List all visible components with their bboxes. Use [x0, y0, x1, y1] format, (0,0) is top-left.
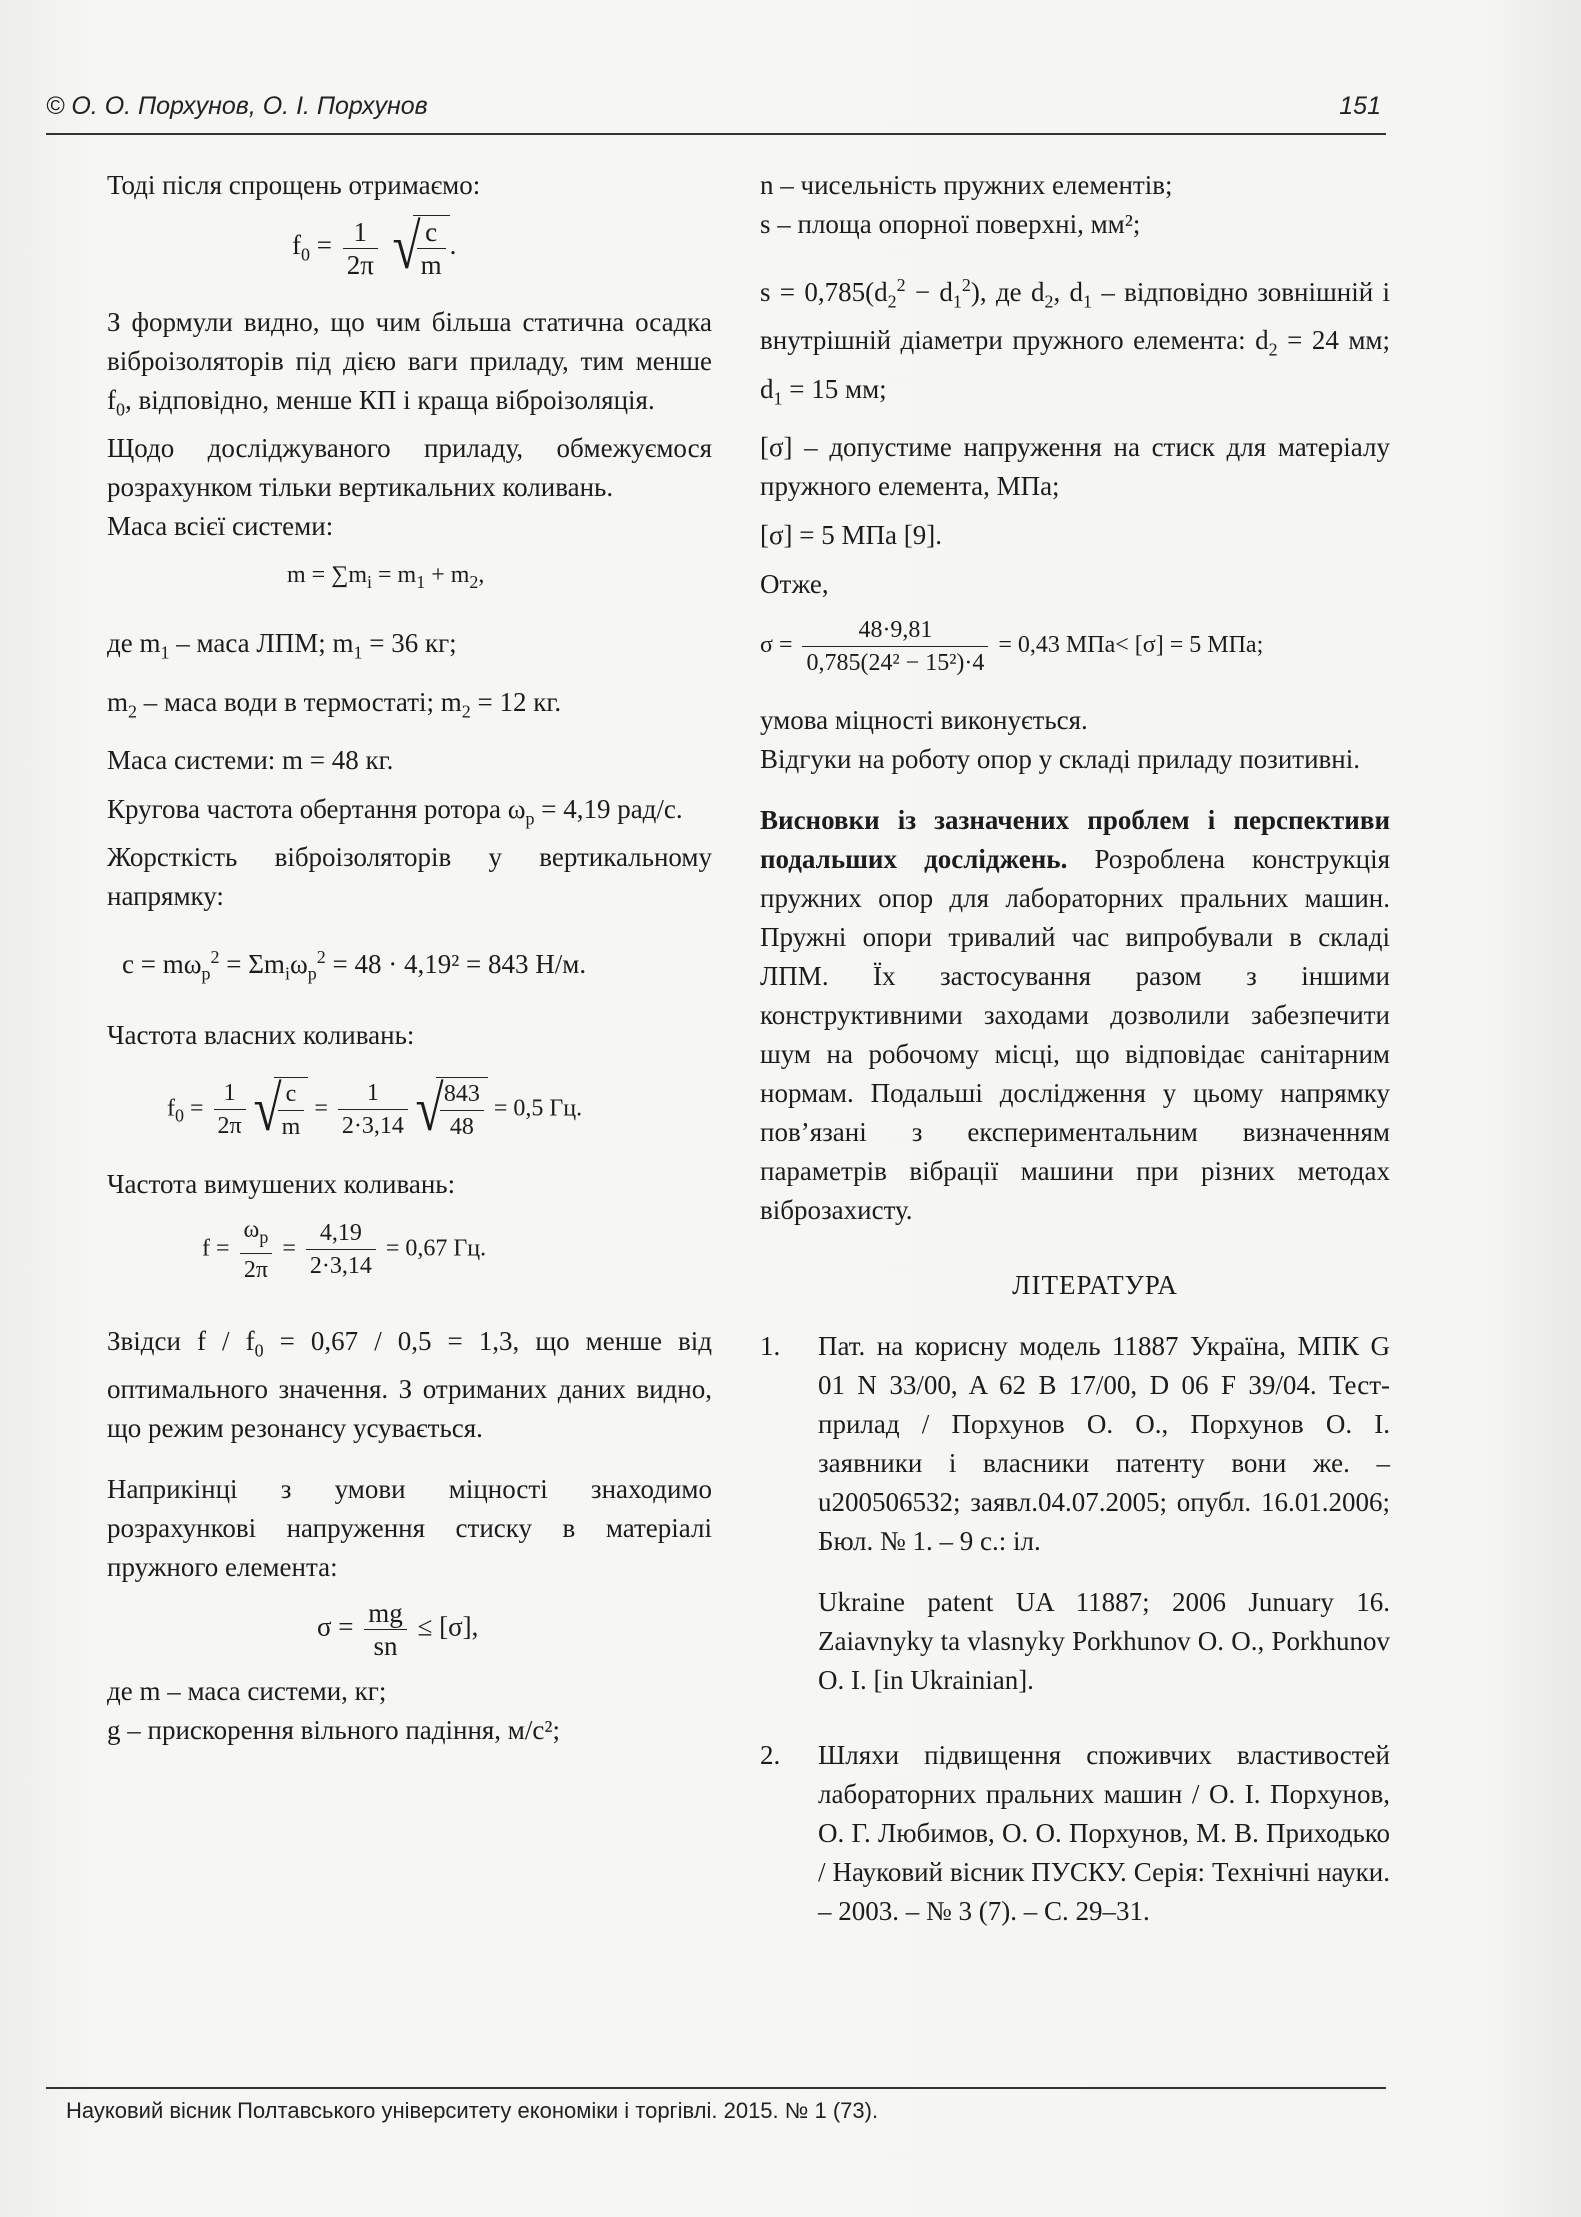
fraction-denominator: m: [420, 250, 442, 280]
text: – маса води в термостаті; m: [137, 686, 462, 717]
fraction-denominator: 2π: [217, 1113, 242, 1140]
formula-sub: i: [366, 572, 372, 593]
paragraph: Частота власних коливань:: [107, 1019, 415, 1050]
formula-text: f: [167, 1095, 175, 1122]
fraction-numerator: 4,19: [306, 1217, 376, 1250]
text-sub: 0: [254, 1339, 264, 1360]
right-column: [760, 166, 1390, 1931]
running-header: [46, 92, 1381, 132]
fraction: [214, 1077, 246, 1142]
formula-sup: 2: [210, 947, 220, 968]
formula-sub: р: [307, 963, 317, 984]
reference-text: Шляхи підвищення споживчих властивостей лабораторних пральних машин / О. І. Порхунов, О. Г. Любимов, О. О. Порхунов, М. В. Приходько / Науковий вісник ПУСКУ. Серія: Технічні науки. – 2003. – № 3 (7). – С. 29–31.: [818, 1740, 1390, 1927]
radical-sign: √: [253, 1072, 282, 1144]
text-sub: 1: [353, 642, 363, 663]
fraction-denominator: m: [281, 1113, 301, 1140]
text-sub: 2: [1044, 291, 1054, 312]
paragraph: Наприкінці з умови міцності знаходимо розрахункові напруження стиску в матеріалі пружного елемента:: [107, 1473, 712, 1582]
text-sub: р: [525, 808, 535, 829]
paragraph: [107, 624, 712, 672]
reference-item: [760, 1736, 1390, 1931]
formula-text: = 0,67 Гц.: [385, 1235, 487, 1262]
formula-natural-frequency: [107, 1072, 712, 1144]
reference-translation: Ukraine patent UA 11887; 2006 Junuary 16. Zaiavnyky ta vlasnyky Porkhunov O. O., Porkhunov O. I. [in Ukrainian].: [818, 1587, 1390, 1696]
text: Звідси f / f: [107, 1325, 255, 1356]
reference-text: Пат. на корисну модель 11887 Україна, МПК G 01 N 33/00, A 62 B 17/00, D 06 F 39/04. Тест-прилад / Порхунов О. О., Порхунов О. І. заявники і власники патенту вони же. – u200506532; заявл.04.07.2005; опубл. 16.01.2006; Бюл. № 1. – 9 с.: іл.: [818, 1331, 1390, 1557]
footer-rule: [46, 2087, 1386, 2089]
formula-text: ω: [243, 1216, 260, 1243]
radical-sign: √: [392, 211, 421, 282]
text-sub: 2: [1268, 339, 1278, 360]
formula-text: + m: [425, 562, 470, 589]
formula-text: m = ∑m: [287, 562, 367, 589]
fraction: [802, 614, 988, 679]
text: , відповідно, менше КП і краща віброізоляція.: [125, 385, 655, 415]
text-sup: 2: [896, 275, 906, 295]
formula-text: =: [310, 230, 332, 261]
text-sub: 2: [887, 291, 897, 312]
text-sub: 2: [461, 700, 471, 721]
text: = 24 мм; d: [760, 325, 1390, 404]
paragraph: [107, 303, 712, 429]
fraction-denominator: 0,785(24² − 15²)·4: [806, 650, 985, 677]
page-number: 151: [1339, 92, 1381, 120]
header-authors: © О. О. Порхунов, О. І. Порхунов: [46, 92, 428, 120]
formula-f0: [107, 211, 712, 282]
square-root: [389, 211, 450, 282]
paragraph: s – площа опорної поверхні, мм²;: [760, 209, 1141, 239]
formula-text: ω: [289, 949, 308, 980]
formula-text: .: [449, 230, 457, 261]
formula-sub: 0: [301, 244, 310, 265]
left-column: [107, 166, 712, 1750]
text: = 15 мм;: [782, 373, 887, 404]
fraction-numerator: 1: [343, 216, 378, 249]
radical-sign: √: [415, 1072, 444, 1144]
formula-sigma: [760, 614, 1390, 679]
text: s = 0,785(d: [760, 277, 888, 307]
journal-footer: Науковий вісник Полтавського університету економіки і торгівлі. 2015. № 1 (73).: [66, 2098, 879, 2123]
formula-text: =: [184, 1095, 204, 1122]
reference-number: 1.: [760, 1331, 781, 1362]
formula-sub: р: [201, 963, 211, 984]
formula-sup: 2: [316, 947, 326, 968]
formula-sub: 0: [175, 1105, 184, 1126]
formula-forced-frequency: [107, 1214, 712, 1286]
paragraph: Щодо досліджуваного приладу, обмежуємося розрахунком тільки вертикальних коливань.: [107, 433, 712, 503]
fraction-numerator: c: [417, 216, 446, 249]
paragraph: g – прискорення вільного падіння, м/с²;: [107, 1714, 560, 1745]
text: , d: [1053, 277, 1084, 307]
fraction: [278, 1078, 305, 1143]
fraction-numerator: mg: [364, 1597, 407, 1630]
text-sub: 2: [128, 700, 138, 721]
paragraph: Відгуки на роботу опор у складі приладу позитивні.: [760, 744, 1360, 775]
fraction: [417, 216, 446, 281]
paragraph: Частота вимушених коливань:: [107, 1168, 456, 1199]
formula-text: = Σm: [219, 949, 285, 980]
formula-sub: 1: [416, 572, 426, 593]
fraction-denominator: 2π: [243, 1256, 268, 1283]
formula-sub: 2: [469, 572, 479, 593]
paragraph: Тоді після спрощень отримаємо:: [107, 170, 481, 200]
paragraph: [107, 1322, 712, 1448]
text-sup: 2: [961, 275, 971, 295]
text: Кругова частота обертання ротора ω: [107, 793, 526, 824]
paragraph: де m – маса системи, кг;: [107, 1675, 387, 1706]
text: m: [107, 686, 129, 717]
text-sub: 1: [773, 388, 783, 409]
formula-text: =: [314, 1095, 328, 1122]
references-heading: ЛІТЕРАТУРА: [1012, 1270, 1178, 1301]
formula-text: = 0,5 Гц.: [493, 1095, 583, 1122]
text: Розроблена конструкція пружних опор для лабораторних пральних машин. Пружні опори тривалий час випробували в складі ЛПМ. Їх застосування разом з іншими конструктивними заходами дозволили забезпечити шум на робочому місці, що відповідає санітарним нормам. Подальші дослідження у цьому напрямку пов’язані з експериментальним визначенням параметрів вібрації машини при різних методах віброзахисту.: [760, 844, 1390, 1226]
text: − d: [905, 277, 953, 307]
text: З формули видно, що чим більша статична осадка віброізоляторів під дією ваги приладу, тим менше f: [107, 307, 712, 415]
text-sub: 1: [160, 642, 170, 663]
fraction-denominator: 2·3,14: [341, 1113, 404, 1140]
text-sub: 1: [952, 291, 962, 312]
formula-text: σ =: [760, 632, 793, 659]
paragraph: Маса системи: m = 48 кг.: [107, 744, 394, 775]
fraction-denominator: 48: [449, 1113, 474, 1140]
formula-mass: [107, 556, 712, 602]
text: = 36 кг;: [362, 628, 457, 659]
text: – маса ЛПМ; m: [169, 628, 354, 659]
reference-item: [760, 1327, 1390, 1700]
fraction-denominator: 2·3,14: [309, 1253, 372, 1280]
formula-sub: і: [284, 963, 290, 984]
formula-text: = m: [372, 562, 417, 589]
fraction-denominator: sn: [373, 1630, 398, 1661]
formula-text: ≤ [σ],: [417, 1611, 479, 1642]
formula-text: f =: [202, 1235, 230, 1262]
text: – відповідно зовнішній і внутрішній діаметри пружного елемента: d: [760, 277, 1390, 356]
formula-stiffness: [107, 938, 712, 993]
paragraph: [σ] – допустиме напруження на стиск для матеріалу пружного елемента, МПа;: [760, 432, 1390, 502]
fraction-numerator: c: [278, 1078, 305, 1111]
fraction: [343, 216, 378, 281]
paragraph: Отже,: [760, 569, 829, 600]
text: = 4,19 рад/с.: [534, 793, 683, 824]
formula-stress: [107, 1597, 712, 1662]
formula-text: =: [282, 1235, 296, 1262]
formula-text: = 48 · 4,19² = 843 Н/м.: [325, 949, 587, 980]
paragraph: [760, 801, 1390, 1230]
fraction-numerator: 1: [214, 1077, 246, 1110]
paragraph: [760, 266, 1390, 418]
fraction: [440, 1078, 484, 1143]
fraction: [306, 1217, 376, 1282]
paragraph: Маса всієї системи:: [107, 511, 334, 542]
reference-number: 2.: [760, 1740, 781, 1771]
text-sub: 0: [116, 399, 125, 420]
formula-text: σ =: [317, 1611, 354, 1642]
square-root: [250, 1072, 309, 1144]
text-sub: 1: [1083, 291, 1093, 312]
paragraph: n – чисельність пружних елементів;: [760, 170, 1173, 200]
section-heading: Висновки із зазначених проблем і перспективи подальших досліджень.: [760, 805, 1390, 875]
text: ), де d: [970, 277, 1045, 307]
fraction: [338, 1077, 408, 1142]
fraction-numerator: 1: [338, 1077, 408, 1110]
formula-text: c = mω: [122, 949, 202, 980]
fraction-numerator: 48·9,81: [802, 614, 988, 647]
fraction: [240, 1214, 273, 1286]
formula-text: f: [292, 230, 301, 261]
paragraph: умова міцності виконується.: [760, 705, 1088, 736]
text: де m: [107, 628, 161, 659]
text: = 12 кг.: [470, 686, 562, 717]
formula-text: = 0,43 МПа< [σ] = 5 МПа;: [998, 632, 1264, 659]
fraction: [364, 1597, 407, 1662]
fraction-numerator: [240, 1214, 273, 1254]
paragraph: [107, 790, 712, 838]
paragraph: [107, 683, 712, 731]
paragraph: Жорсткість віброізоляторів у вертикальному напрямку:: [107, 842, 712, 912]
header-rule: [46, 133, 1386, 135]
text: = 0,67 / 0,5 = 1,3, що менше від оптимального значення. З отриманих даних видно, що режим резонансу усувається.: [107, 1325, 713, 1443]
paragraph: [σ] = 5 МПа [9].: [760, 520, 942, 551]
formula-sub: р: [259, 1226, 269, 1247]
square-root: [412, 1072, 488, 1144]
formula-text: ,: [478, 562, 485, 589]
fraction-denominator: 2π: [346, 249, 374, 280]
fraction-numerator: 843: [440, 1078, 484, 1111]
